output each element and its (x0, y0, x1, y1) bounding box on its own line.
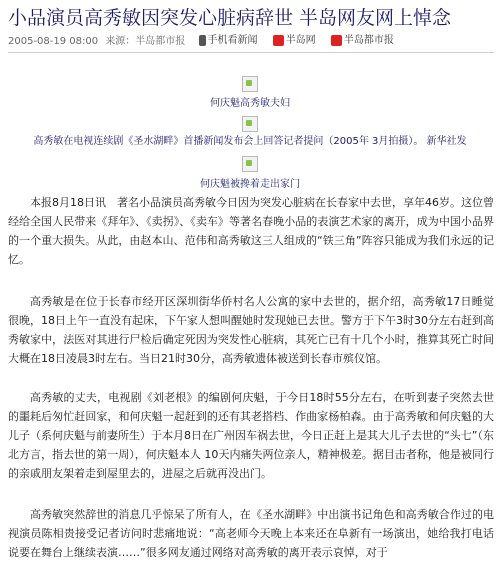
bandao-paper-link[interactable]: 半岛都市报 (331, 34, 400, 49)
article-paragraph: 本报8月18日讯 著名小品演员高秀敏今日因为突发心脏病在长春家中去世，享年46岁。这位曾经给全国人民带来《拜年》、《卖拐》、《卖车》等著名春晚小品的表演艺术家的离开，成为中国小品界的一个重大损失。从此，由赵本山、范伟和高秀敏这三人组成的“铁三角”阵容只能成为我们永远的记忆。 (8, 196, 494, 266)
article-paragraph: 高秀敏的丈夫，电视剧《刘老根》的编剧何庆魁，于今日18时55分左右，在听到妻子突然去世的噩耗后匆忙赶回家，和何庆魁一起赶到的还有其老搭档、作曲家杨柏森。由于高秀敏和何庆魁的大儿子（系何庆魁与前妻所生）于本月8日在广州因车祸去世，今日正赶上是其大儿子去世的“头七”（东北方言，指去世的第一周），何庆魁本人 10天内痛失两位亲人，精神极差。据目击者称，他是被同行的亲戚朋友架着走到屋里去的，进屋之后就再没出门。 (8, 391, 494, 480)
broken-image-icon (242, 156, 258, 172)
phone-icon (199, 35, 206, 46)
photo-caption-3: 何庆魁被搀着走出家门 (200, 179, 300, 190)
article-paragraph: 高秀敏突然辞世的消息几乎惊呆了所有人，在《圣水湖畔》中出演书记角色和高秀敏合作过的电视演员陈相贵接受记者访问时悲痛地说：“高老师今天晚上本来还在阜新有一场演出，她给我打电话说要在舞台上继续表演……”很多网友通过网络对高秀敏的离开表示哀悼，对于 (8, 508, 494, 559)
broken-image-icon (242, 76, 258, 92)
mobile-news-link[interactable]: 手机看新闻 (199, 34, 264, 49)
article-meta (8, 34, 494, 48)
news-logo-icon (273, 35, 284, 46)
news-logo-icon (331, 35, 342, 46)
divider (8, 52, 494, 53)
publish-date: 2005-08-19 08:00 (8, 35, 99, 47)
broken-image-icon (242, 116, 258, 132)
photo-caption-1: 何庆魁高秀敏夫妇 (210, 98, 290, 109)
article-title: 小品演员高秀敏因突发心脏病辞世 半岛网友网上悼念 (8, 7, 452, 29)
bandao-site-link[interactable]: 半岛网 (273, 34, 322, 49)
article-source: 来源：半岛都市报 (105, 35, 186, 47)
photo-caption-2: 高秀敏在电视连续剧《圣水湖畔》首播新闻发布会上回答记者提问（2005年 3月拍摄）。 新华社发 (33, 136, 467, 147)
article-paragraph: 高秀敏是在位于长春市经开区深圳街华侨村名人公寓的家中去世的，据介绍，高秀敏17日睡觉很晚，18日上午一直没有起床，下午家人想叫醒她时发现她已去世。警方于下午3时30分左右赶到高秀敏家中，法医对其进行尸检后确定死因为突发性心脏病，其死亡已有十几个小时，推算其死亡时间大概在18日凌晨3时左右。当日21时30分，高秀敏遗体被送到长春市殡仪馆。 (8, 295, 494, 365)
